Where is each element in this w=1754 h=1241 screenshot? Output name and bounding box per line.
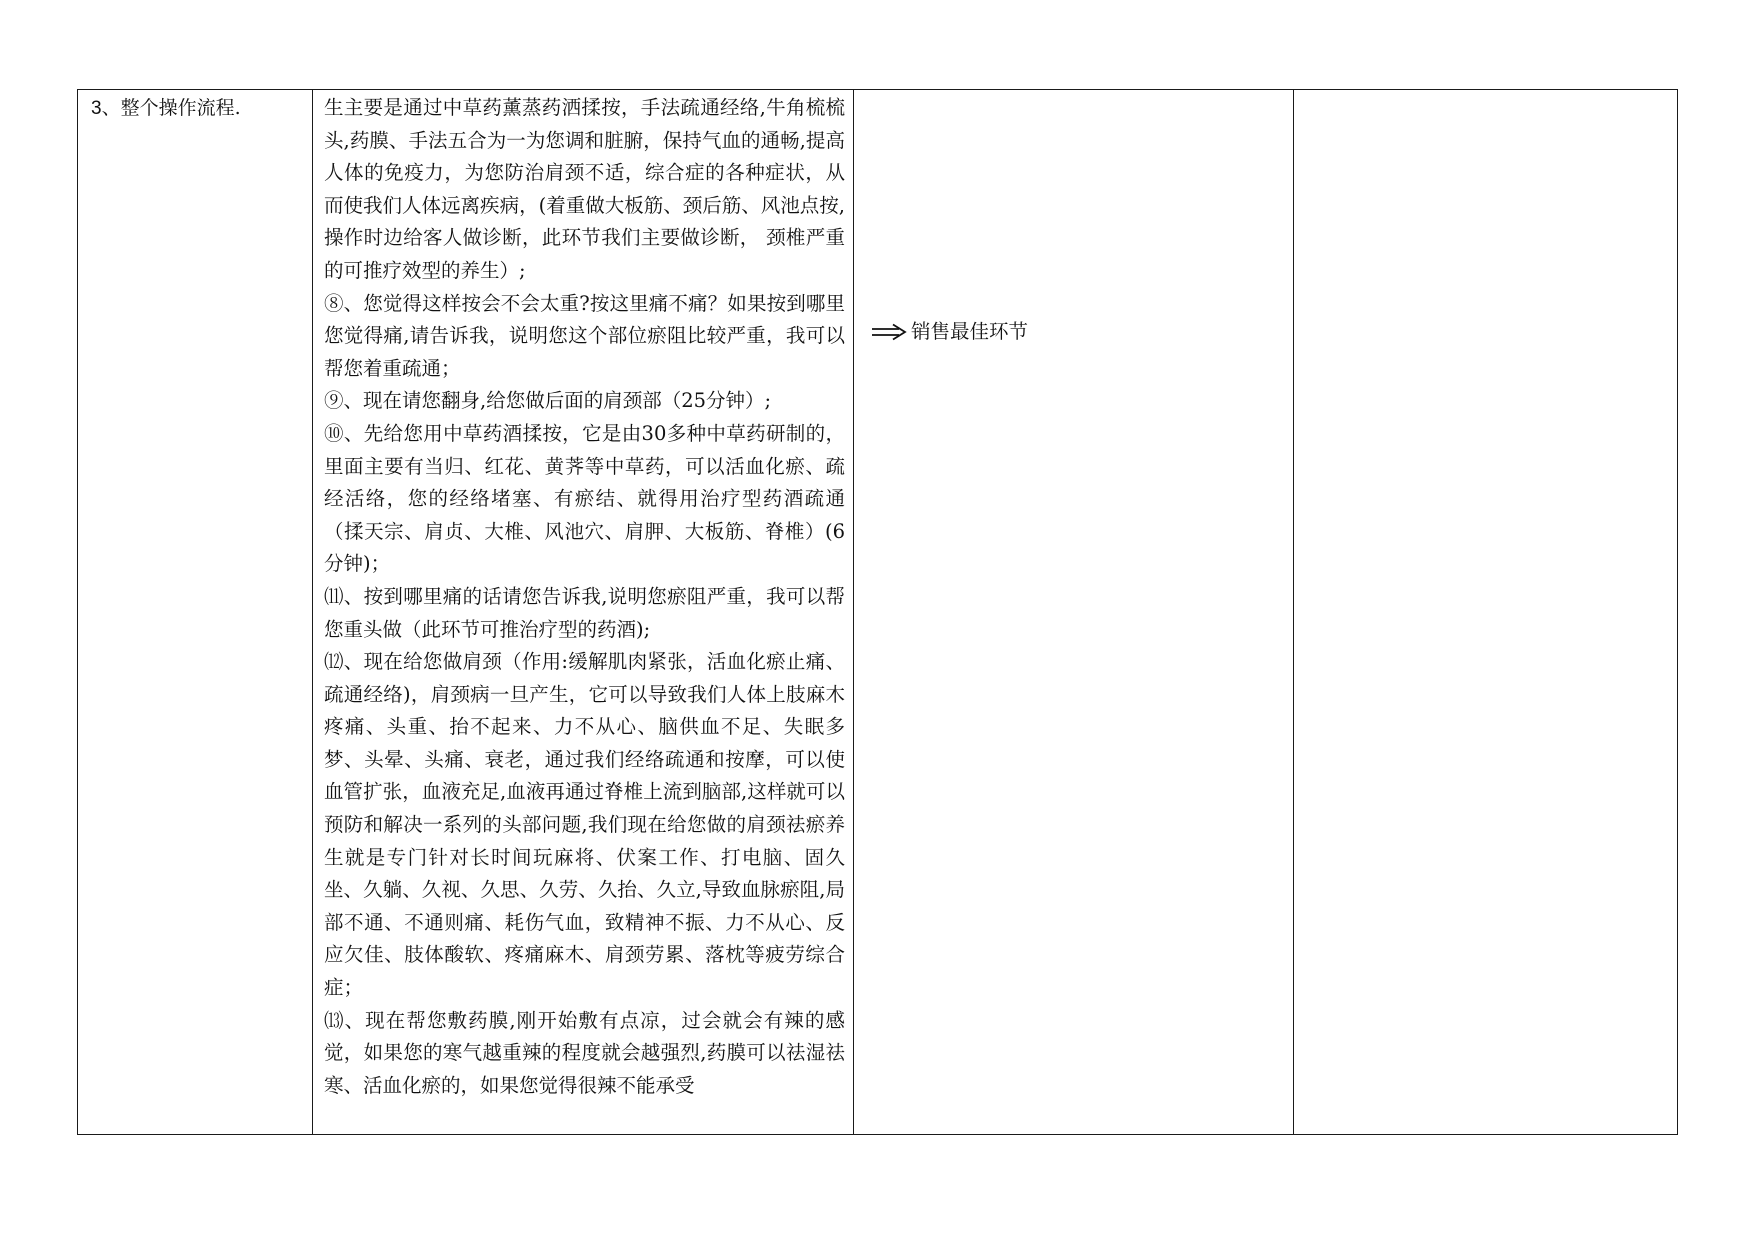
script-text [313,90,853,1102]
script-paragraph: 生主要是通过中草药薰蒸药洒揉按，手法疏通经络,牛角梳梳头,药膜、手法五合为一为您调和脏腑，保持气血的通畅,提高人体的免疫力，为您防治肩颈不适，综合症的各种症状，从而使我们人体远离疾病，(着重做大板筋、颈后筋、风池点按,操作时边给客人做诊断，此环节我们主要做诊断， 颈椎严重的可推疗效型的养生）; [324,96,845,282]
step-cell [78,90,313,1135]
step-label [78,90,312,126]
script-paragraph: ⑧、您觉得这样按会不会太重?按这里痛不痛？如果按到哪里您觉得痛,请告诉我，说明您这个部位瘀阻比较严重，我可以帮您着重疏通； [324,291,845,380]
script-paragraph: ⑨、现在请您翻身,给您做后面的肩颈部（25分钟）; [324,389,772,413]
script-cell [313,90,854,1135]
script-paragraph: ⒀、现在帮您敷药膜,刚开始敷有点凉，过会就会有辣的感觉，如果您的寒气越重辣的程度就会越强烈,药膜可以祛湿祛寒、活血化瘀的，如果您觉得很辣不能承受 [324,1008,845,1097]
step-number: 3 [91,98,102,119]
step-title: 、整个操作流程. [101,97,241,119]
note-text: 销售最佳环节 [911,320,1029,343]
table-row [78,90,1678,1135]
script-paragraph: ⑿、现在给您做肩颈（作用:缓解肌肉紧张，活血化瘀止痛、疏通经络)，肩颈病一旦产生，它可以导致我们人体上肢麻木疼痛、头重、抬不起来、力不从心、脑供血不足、失眠多梦、头晕、头痛、衰老，通过我们经络疏通和按摩，可以使血管扩张，血液充足,血液再通过脊椎上流到脑部,这样就可以预防和解决一系列的头部问题,我们现在给您做的肩颈祛瘀养生就是专门针对长时间玩麻将、伏案工作、打电脑、固久坐、久躺、久视、久思、久劳、久抬、久立,导致血脉瘀阻,局部不通、不通则痛、耗伤气血，致精神不振、力不从心、反应欠佳、肢体酸软、疼痛麻木、肩颈劳累、落枕等疲劳综合症； [324,650,845,1000]
script-paragraph: ⑩、先给您用中草药酒揉按，它是由30多种中草药研制的，里面主要有当归、红花、黄荠等中草药，可以活血化瘀、疏经活络，您的经络堵塞、有瘀结、就得用治疗型药酒疏通（揉天宗、肩贞、大椎、风池穴、肩胛、大板筋、脊椎）(6分钟)； [324,421,845,576]
note-cell [854,90,1294,1135]
sales-note [854,316,1293,349]
extra-cell [1294,90,1678,1135]
double-arrow-right-icon [871,323,907,341]
procedure-table [77,89,1678,1135]
script-paragraph: ⑾、按到哪里痛的话请您告诉我,说明您瘀阻严重，我可以帮您重头做（此环节可推治疗型的药酒); [324,584,845,641]
